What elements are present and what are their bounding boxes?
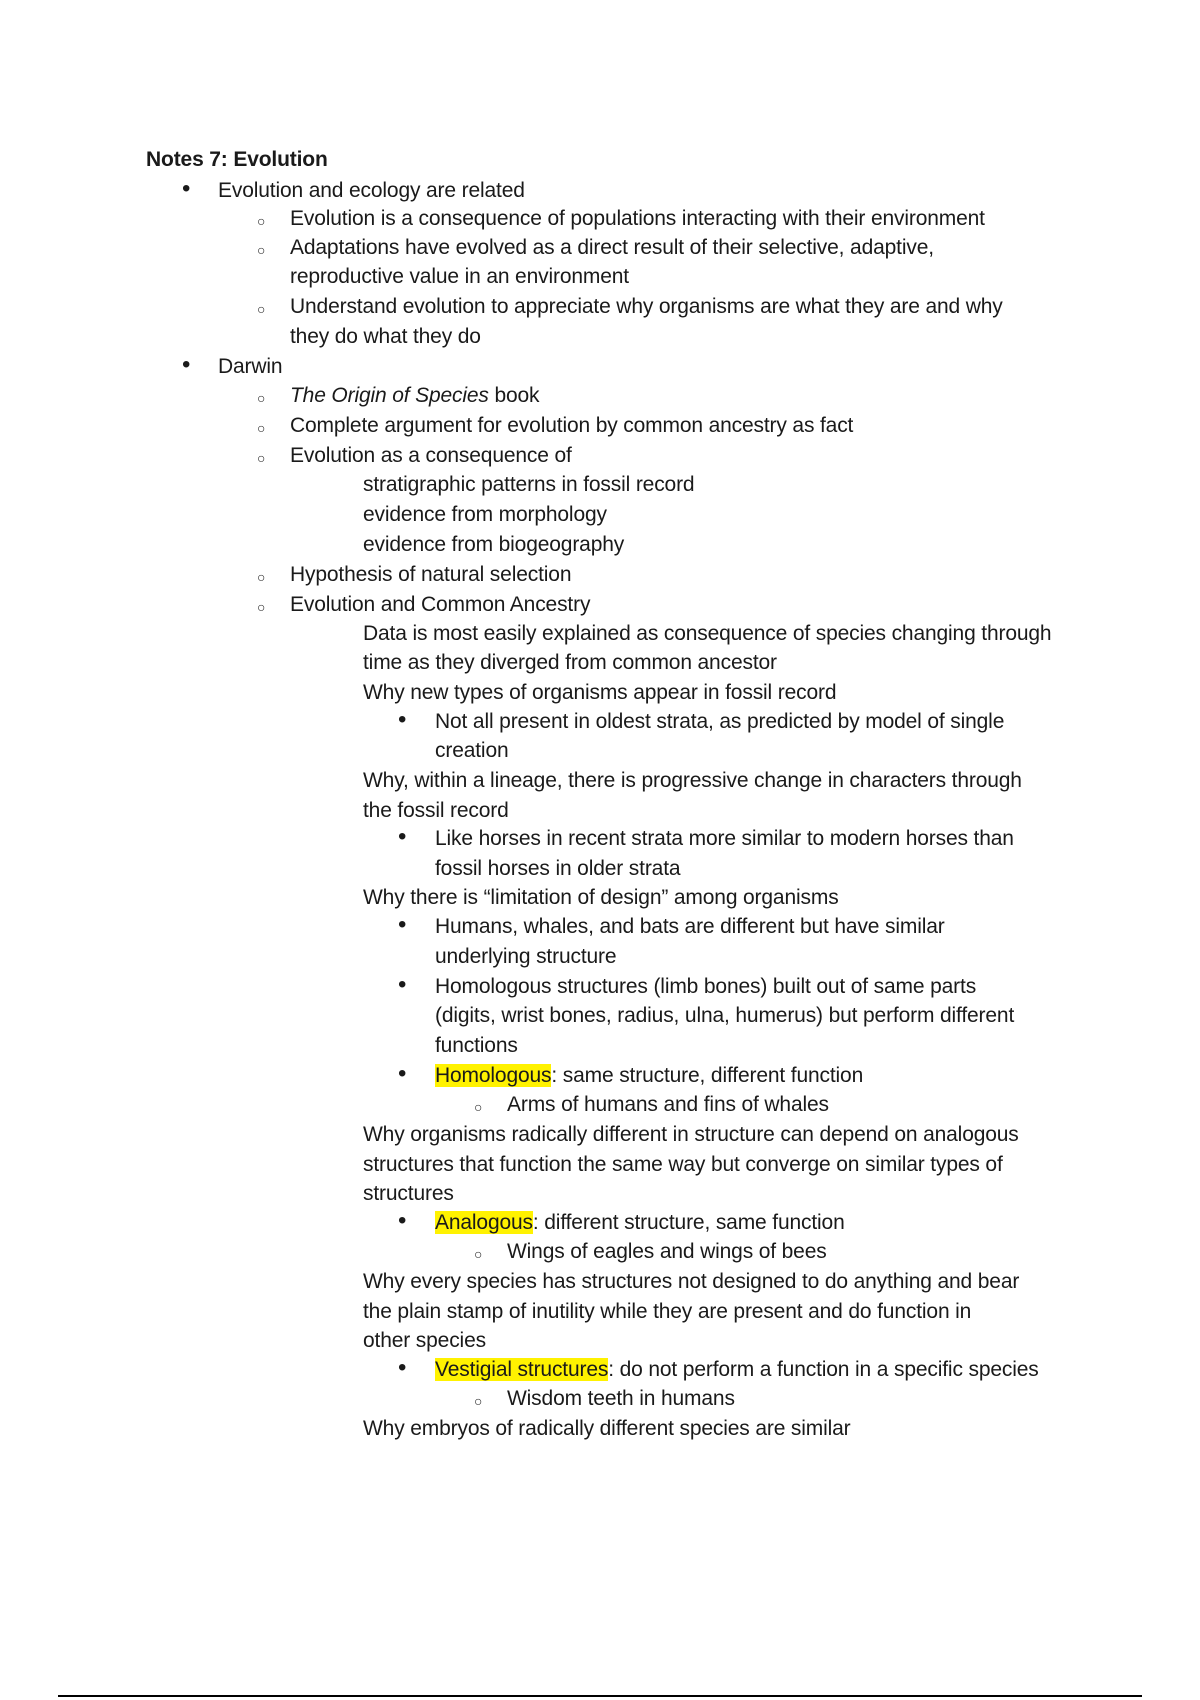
- detail-text: the fossil record: [363, 799, 509, 822]
- highlighted-term: Homologous: [435, 1064, 552, 1087]
- page-bottom-rule: [58, 1695, 1142, 1697]
- bullet-circle: [257, 562, 265, 592]
- detail-text: Data is most easily explained as consequence of species changing through: [363, 622, 1052, 645]
- bullet-circle: [257, 592, 265, 622]
- list-item-cont: reproductive value in an environment: [290, 265, 629, 288]
- list-item: Adaptations have evolved as a direct result of their selective, adaptive,: [290, 236, 934, 259]
- bullet-circle: [474, 1092, 482, 1122]
- example-item: Wings of eagles and wings of bees: [507, 1240, 827, 1263]
- list-item: Understand evolution to appreciate why organisms are what they are and why: [290, 295, 1003, 318]
- list-item-cont: (digits, wrist bones, radius, ulna, humerus) but perform different: [435, 1004, 1015, 1027]
- bullet-dot: [182, 174, 190, 205]
- bullet-circle: [257, 413, 265, 443]
- detail-text: structures: [363, 1182, 454, 1205]
- list-item: Not all present in oldest strata, as predicted by model of single: [435, 710, 1005, 733]
- bullet-dot: [398, 1059, 406, 1090]
- detail-text: Why organisms radically different in structure can depend on analogous: [363, 1123, 1019, 1146]
- detail-text: the plain stamp of inutility while they are present and do function in: [363, 1300, 972, 1323]
- list-item-cont: fossil horses in older strata: [435, 857, 681, 880]
- bullet-dot: [398, 822, 406, 853]
- example-item: Arms of humans and fins of whales: [507, 1093, 829, 1116]
- bullet-dot: [398, 705, 406, 736]
- detail-text: Why, within a lineage, there is progressive change in characters through: [363, 769, 1022, 792]
- detail-text: structures that function the same way but converge on similar types of: [363, 1153, 1003, 1176]
- detail-text: Why embryos of radically different species are similar: [363, 1417, 851, 1440]
- list-item-cont: creation: [435, 739, 509, 762]
- detail-text: other species: [363, 1329, 486, 1352]
- bullet-circle: [474, 1386, 482, 1416]
- detail-text: time as they diverged from common ancestor: [363, 651, 777, 674]
- bullet-circle: [257, 206, 265, 236]
- bullet-circle: [257, 383, 265, 413]
- bullet-circle: [257, 294, 265, 324]
- bullet-circle: [257, 235, 265, 265]
- detail-text: Why there is “limitation of design” among organisms: [363, 886, 839, 909]
- list-item: Homologous structures (limb bones) built out of same parts: [435, 975, 977, 998]
- list-item: Complete argument for evolution by common ancestry as fact: [290, 414, 854, 437]
- list-item: Evolution and ecology are related: [218, 179, 525, 202]
- list-item: evidence from morphology: [363, 503, 607, 526]
- page-title: Notes 7: Evolution: [146, 148, 328, 171]
- detail-text: Why new types of organisms appear in fossil record: [363, 681, 837, 704]
- detail-text: Why every species has structures not designed to do anything and bear: [363, 1270, 1020, 1293]
- example-item: Wisdom teeth in humans: [507, 1387, 735, 1410]
- list-item: The Origin of Species book: [290, 384, 540, 407]
- bullet-dot: [182, 350, 190, 381]
- list-item: Evolution as a consequence of: [290, 444, 572, 467]
- bullet-dot: [398, 970, 406, 1001]
- list-item: Homologous: same structure, different function: [435, 1064, 864, 1087]
- book-title: The Origin of Species: [290, 384, 489, 407]
- list-item: Like horses in recent strata more similar to modern horses than: [435, 827, 1014, 850]
- list-item: Vestigial structures: do not perform a function in a specific species: [435, 1358, 1039, 1381]
- list-item: stratigraphic patterns in fossil record: [363, 473, 695, 496]
- list-item: Hypothesis of natural selection: [290, 563, 572, 586]
- bullet-circle: [257, 443, 265, 473]
- bullet-dot: [398, 1206, 406, 1237]
- list-item-cont: underlying structure: [435, 945, 617, 968]
- list-item: evidence from biogeography: [363, 533, 625, 556]
- list-item-cont: they do what they do: [290, 325, 481, 348]
- list-item: Evolution and Common Ancestry: [290, 593, 591, 616]
- highlighted-term: Analogous: [435, 1211, 533, 1234]
- list-item: Darwin: [218, 355, 283, 378]
- list-item: Evolution is a consequence of populations interacting with their environment: [290, 207, 985, 230]
- bullet-dot: [398, 910, 406, 941]
- list-item: Analogous: different structure, same function: [435, 1211, 845, 1234]
- highlighted-term: Vestigial structures: [435, 1358, 609, 1381]
- list-item: Humans, whales, and bats are different but have similar: [435, 915, 945, 938]
- bullet-circle: [474, 1239, 482, 1269]
- bullet-dot: [398, 1353, 406, 1384]
- list-item-cont: functions: [435, 1034, 518, 1057]
